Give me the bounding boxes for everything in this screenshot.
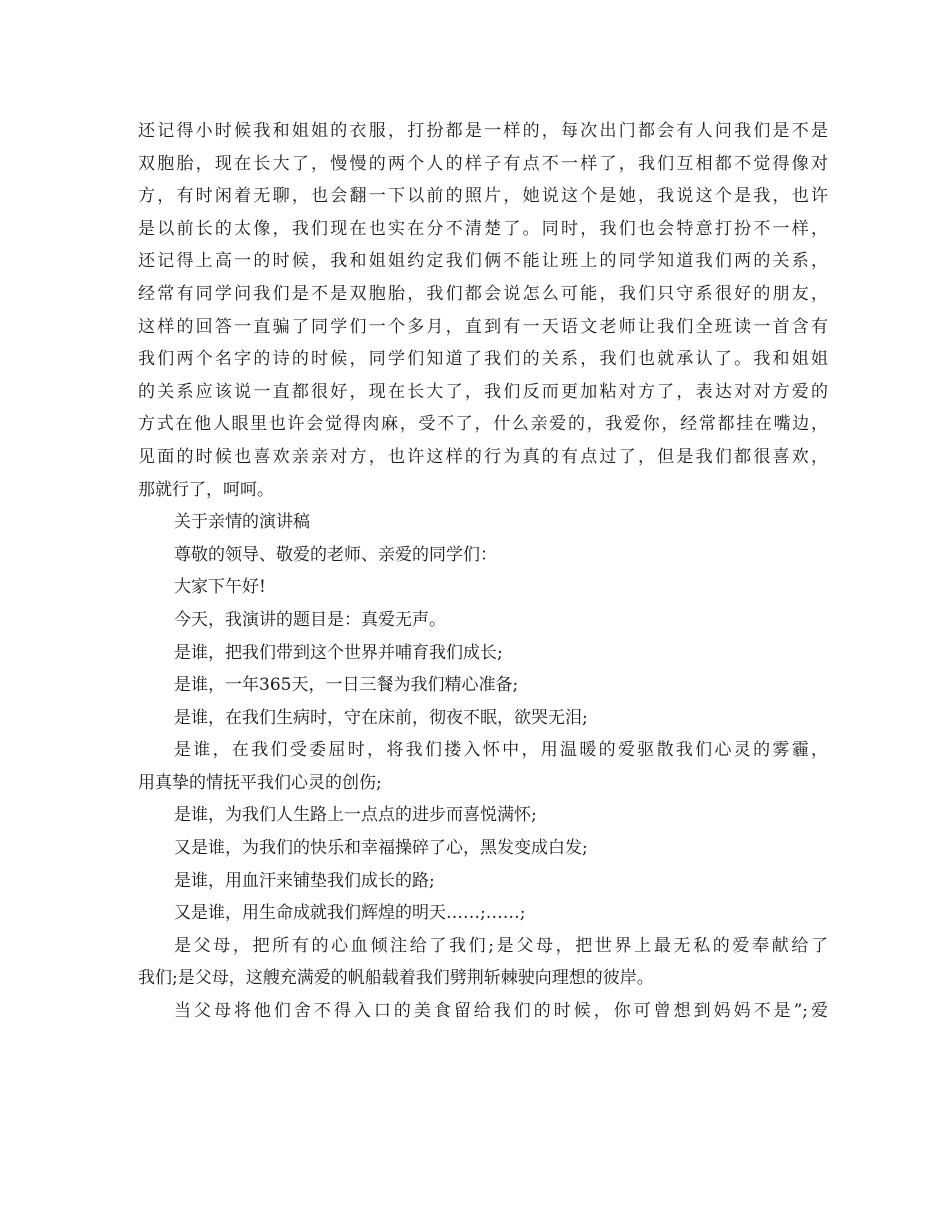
salutation: 尊敬的领导、敬爱的老师、亲爱的同学们： bbox=[174, 544, 497, 565]
speech-title: 关于亲情的演讲稿 bbox=[174, 512, 310, 533]
question-paragraph bbox=[138, 734, 828, 799]
closing-line: 当父母将他们舍不得入口的美食留给我们的时候，你可曾想到妈妈不是”;爱 bbox=[174, 1001, 828, 1022]
text-line: 我们;是父母，这艘充满爱的帆船载着我们劈荆斩棘驶向理想的彼岸。 bbox=[138, 968, 654, 989]
text-line: 的关系应该说一直都很好，现在长大了，我们反而更加粘对方了，表达对对方爱的 bbox=[138, 381, 828, 402]
text-line: 还记得小时候我和姐姐的衣服，打扮都是一样的，每次出门都会有人问我们是不是 bbox=[138, 121, 828, 141]
text-line: 还记得上高一的时候，我和姐姐约定我们俩不能让班上的同学知道我们两的关系， bbox=[138, 251, 828, 272]
question-line: 是谁，把我们带到这个世界并哺育我们成长; bbox=[174, 642, 503, 663]
text-line: 那就行了，呵呵。 bbox=[138, 479, 274, 500]
speech-topic: 今天，我演讲的题目是：真爱无声。 bbox=[174, 609, 446, 630]
text-line: 我们两个名字的诗的时候，同学们知道了我们的关系，我们也就承认了。我和姐姐 bbox=[138, 349, 828, 370]
document-body bbox=[138, 115, 828, 1028]
answer-paragraph bbox=[138, 930, 828, 995]
text-line: 见面的时候也喜欢亲亲对方，也许这样的行为真的有点过了，但是我们都很喜欢， bbox=[138, 446, 828, 467]
question-line: 是谁，用血汗来铺垫我们成长的路; bbox=[174, 870, 435, 891]
text-line: 是谁，在我们受委屈时，将我们搂入怀中，用温暖的爱驱散我们心灵的雾霾， bbox=[174, 740, 828, 761]
question-line: 是谁，一年365天，一日三餐为我们精心准备; bbox=[174, 675, 519, 696]
text-line: 这样的回答一直骗了同学们一个多月，直到有一天语文老师让我们全班读一首含有 bbox=[138, 316, 828, 337]
text-line: 方，有时闲着无聊，也会翻一下以前的照片，她说这个是她，我说这个是我，也许 bbox=[138, 186, 828, 207]
question-line: 是谁，为我们人生路上一点点的进步而喜悦满怀; bbox=[174, 805, 537, 826]
question-line: 又是谁，为我们的快乐和幸福操碎了心，黑发变成白发; bbox=[174, 838, 588, 859]
question-line: 又是谁，用生命成就我们辉煌的明天……;……; bbox=[174, 903, 526, 924]
text-line: 经常有同学问我们是不是双胞胎，我们都会说怎么可能，我们只守系很好的朋友， bbox=[138, 283, 828, 304]
text-line: 用真挚的情抚平我们心灵的创伤; bbox=[138, 772, 382, 793]
text-line: 是以前长的太像，我们现在也实在分不清楚了。同时，我们也会特意打扮不一样， bbox=[138, 218, 828, 239]
text-line: 是父母，把所有的心血倾注给了我们;是父母，把世界上最无私的爱奉献给了 bbox=[174, 935, 828, 956]
paragraph-sisters-memory bbox=[138, 115, 828, 506]
text-line: 双胞胎，现在长大了，慢慢的两个人的样子有点不一样了，我们互相都不觉得像对 bbox=[138, 153, 828, 174]
text-line: 方式在他人眼里也许会觉得肉麻，受不了，什么亲爱的，我爱你，经常都挂在嘴边， bbox=[138, 414, 828, 435]
question-line: 是谁，在我们生病时，守在床前，彻夜不眠，欲哭无泪; bbox=[174, 707, 588, 728]
greeting: 大家下午好! bbox=[174, 577, 266, 598]
